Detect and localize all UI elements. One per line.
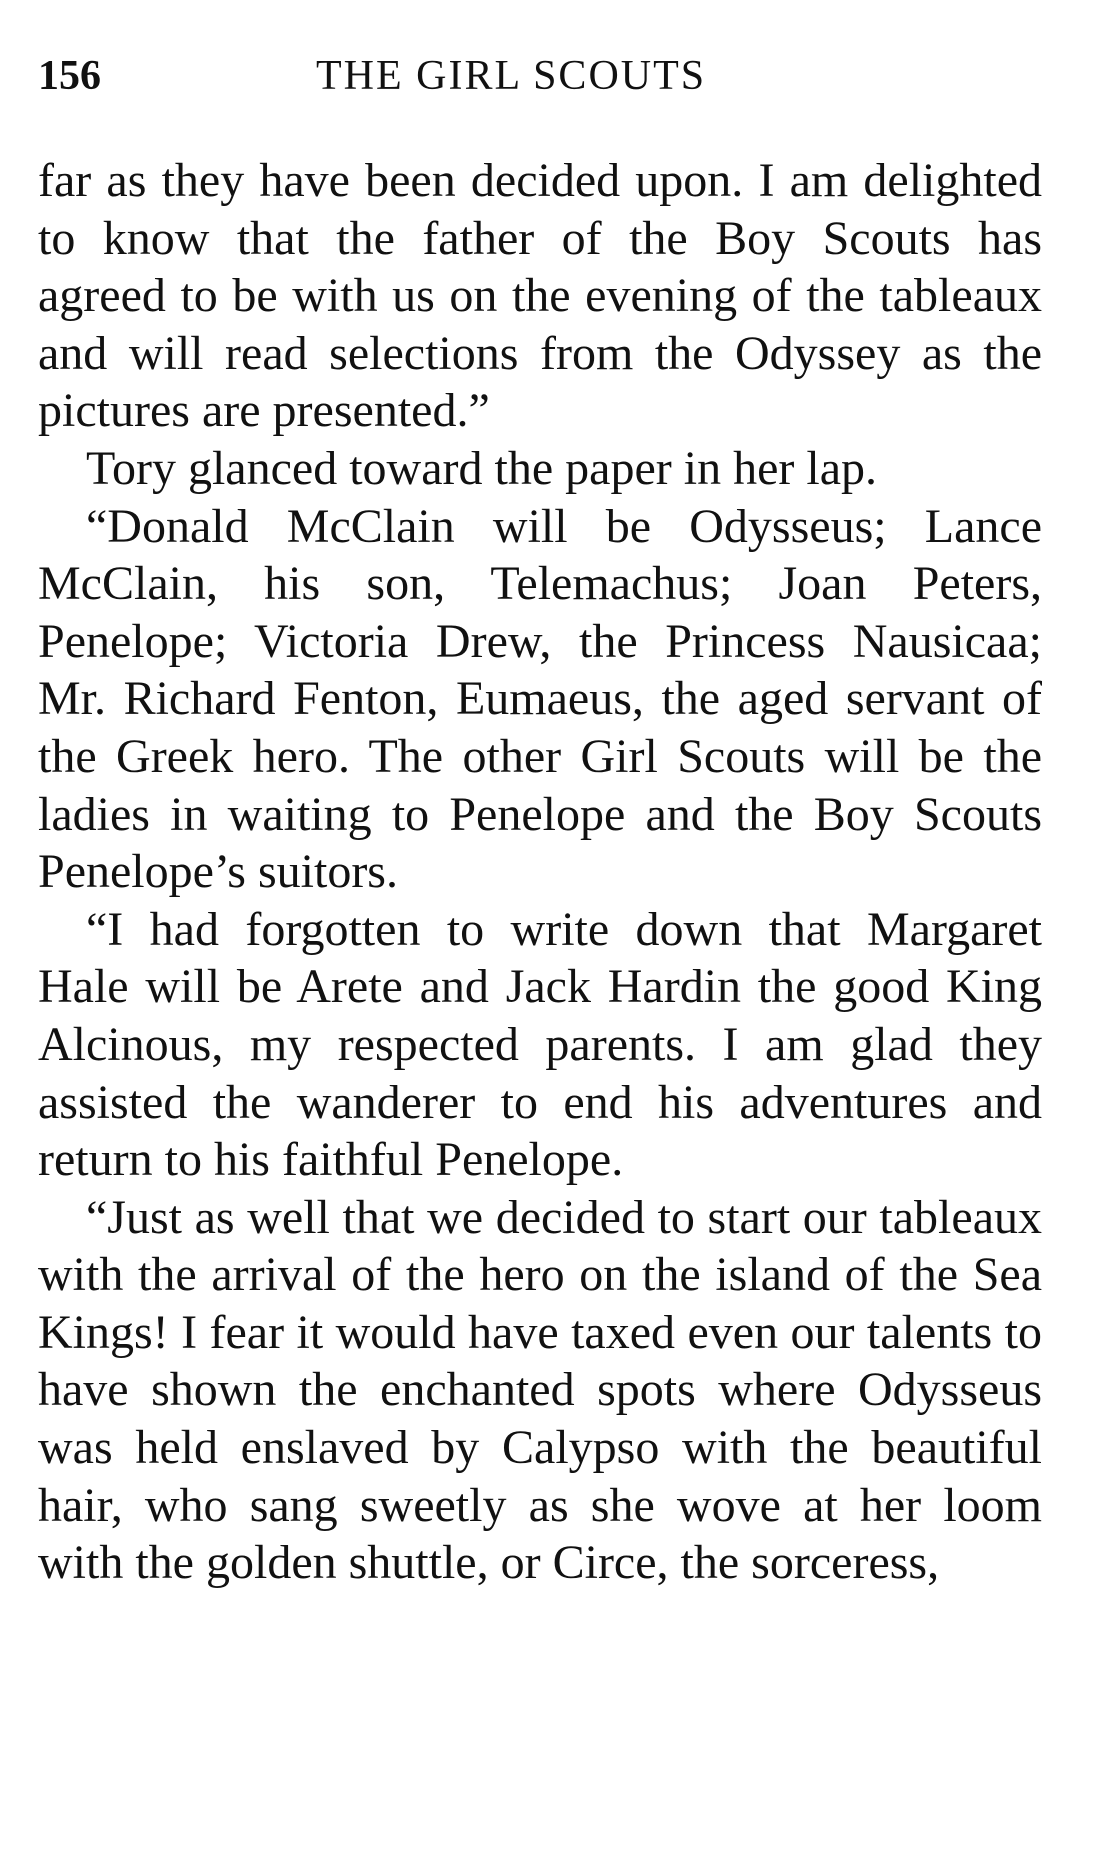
paragraph-4: “I had forgotten to write down that Margaret Hale will be Arete and Jack Hardin the good King Alcinous, my respected parents. I am glad they assisted the wanderer to end his adventures and return to his faithful Penelope. bbox=[38, 902, 1042, 1187]
paragraph-5: “Just as well that we decided to start our tableaux with the arrival of the hero on the island of the Sea Kings! I fear it would have taxed even our talents to have shown the enchanted spots where Odysseus was held enslaved by Calypso with the beautiful hair, who sang sweetly as she wove at her loom with the golden shuttle, or Circe, the sorceress, bbox=[38, 1190, 1042, 1590]
running-title: THE GIRL SCOUTS bbox=[316, 53, 707, 99]
paragraph-3: “Donald McClain will be Odysseus; Lance McClain, his son, Telemachus; Joan Peters, Penelope; Victoria Drew, the Princess Nausicaa; Mr. Richard Fenton, Eumaeus, the aged servant of the Greek hero. The other Girl Scouts will be the ladies in waiting to Penelope and the Boy Scouts Penelope’s suitors. bbox=[38, 499, 1042, 899]
page-body bbox=[38, 152, 1042, 1592]
paragraph-2: Tory glanced toward the paper in her lap. bbox=[86, 441, 877, 495]
page-number: 156 bbox=[38, 53, 101, 99]
page-header bbox=[38, 52, 1038, 112]
paragraph-1: far as they have been decided upon. I am delighted to know that the father of the Boy Scouts has agreed to be with us on the evening of the tableaux and will read selections from the Odyssey as the pictures are presented.” bbox=[38, 154, 1042, 438]
